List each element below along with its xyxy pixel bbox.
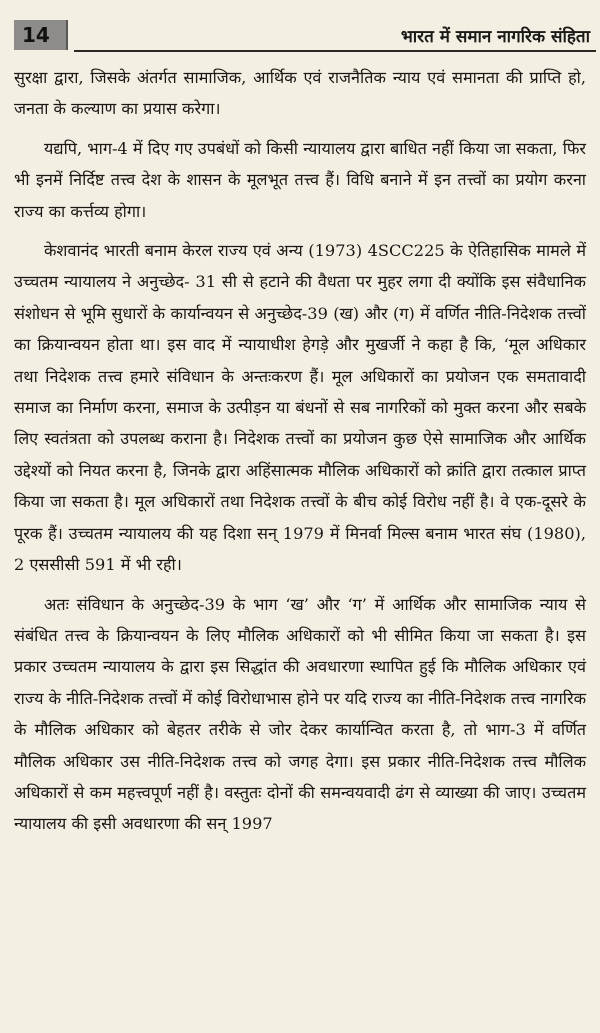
paragraph-1: सुरक्षा द्वारा, जिसके अंतर्गत सामाजिक, आर्थिक एवं राजनैतिक न्याय एवं समानता की प्राप्ति हो, जनता के कल्याण का प्रयास करेगा। xyxy=(14,68,586,119)
header-rule xyxy=(74,50,596,52)
paragraph-4: अतः संविधान के अनुच्छेद-39 के भाग ‘ख’ और ‘ग’ में आर्थिक और सामाजिक न्याय से संबंधित तत्त्व के क्रियान्वयन के लिए मौलिक अधिकारों को भी सीमित किया जा सकता है। इस प्रकार उच्चतम न्यायालय के द्वारा इस सिद्धांत की अवधारणा स्थापित हुई कि मौलिक अधिकार एवं राज्य के नीति-निदेशक तत्त्वों में कोई विरोधाभास होने पर यदि राज्य का नीति-निदेशक तत्त्व नागरिक के मौलिक अधिकार को बेहतर तरीके से जोर देकर कार्यान्वित करता है, तो भाग-3 में वर्णित मौलिक अधिकार उस नीति-निदेशक तत्त्व को जगह देगा। इस प्रकार नीति-निदेशक तत्त्व मौलिक अधिकारों से कम महत्त्वपूर्ण नहीं है। वस्तुतः दोनों की समन्वयवादी ढंग से व्याख्या की जाए। उच्चतम न्यायालय की इसी अवधारणा की सन् 1997 xyxy=(14,594,586,834)
paragraph-2: यद्यपि, भाग-4 में दिए गए उपबंधों को किसी न्यायालय द्वारा बाधित नहीं किया जा सकता, फिर भी इनमें निर्दिष्ट तत्त्व देश के शासन के मूलभूत तत्त्व हैं। विधि बनाने में इन तत्त्वों का प्रयोग करना राज्य का कर्त्तव्य होगा। xyxy=(14,138,586,221)
paragraph-3: केशवानंद भारती बनाम केरल राज्य एवं अन्य (1973) 4SCC225 के ऐतिहासिक मामले में उच्चतम न्यायालय ने अनुच्छेद- 31 सी से हटाने की वैधता पर मुहर लगा दी क्योंकि इस संवैधानिक संशोधन से भूमि सुधारों के कार्यान्वयन से अनुच्छेद-39 (ख) और (ग) में वर्णित नीति-निदेशक तत्त्वों का क्रियान्वयन होता था। इस वाद में न्यायाधीश हेगड़े और मुखर्जी ने कहा है कि, ‘मूल अधिकार तथा निदेशक तत्त्व हमारे संविधान के अन्तःकरण हैं। मूल अधिकारों का प्रयोजन एक समतावादी समाज का निर्माण करना, समाज के उत्पीड़न या बंधनों से सब नागरिकों को मुक्त करना और सबके लिए स्वतंत्रता को उपलब्ध कराना है। निदेशक तत्त्वों का प्रयोजन कुछ ऐसे सामाजिक और आर्थिक उद्देश्यों को नियत करना है, जिनके द्वारा अहिंसात्मक मौलिक अधिकारों को क्रांति द्वारा तत्काल प्राप्त किया जा सकता है। मूल अधिकारों तथा निदेशक तत्त्वों के बीच कोई विरोध नहीं है। वे एक-दूसरे के पूरक हैं। उच्चतम न्यायालय की यह दिशा सन् 1979 में मिनर्वा मिल्स बनाम भारत संघ (1980), 2 एससीसी 591 में भी रही। xyxy=(14,241,586,575)
running-title: भारत में समान नागरिक संहिता xyxy=(400,27,590,47)
page-header xyxy=(10,18,596,52)
page-number: 14 xyxy=(22,23,50,47)
body-text xyxy=(14,62,586,848)
page-number-box xyxy=(14,20,66,50)
